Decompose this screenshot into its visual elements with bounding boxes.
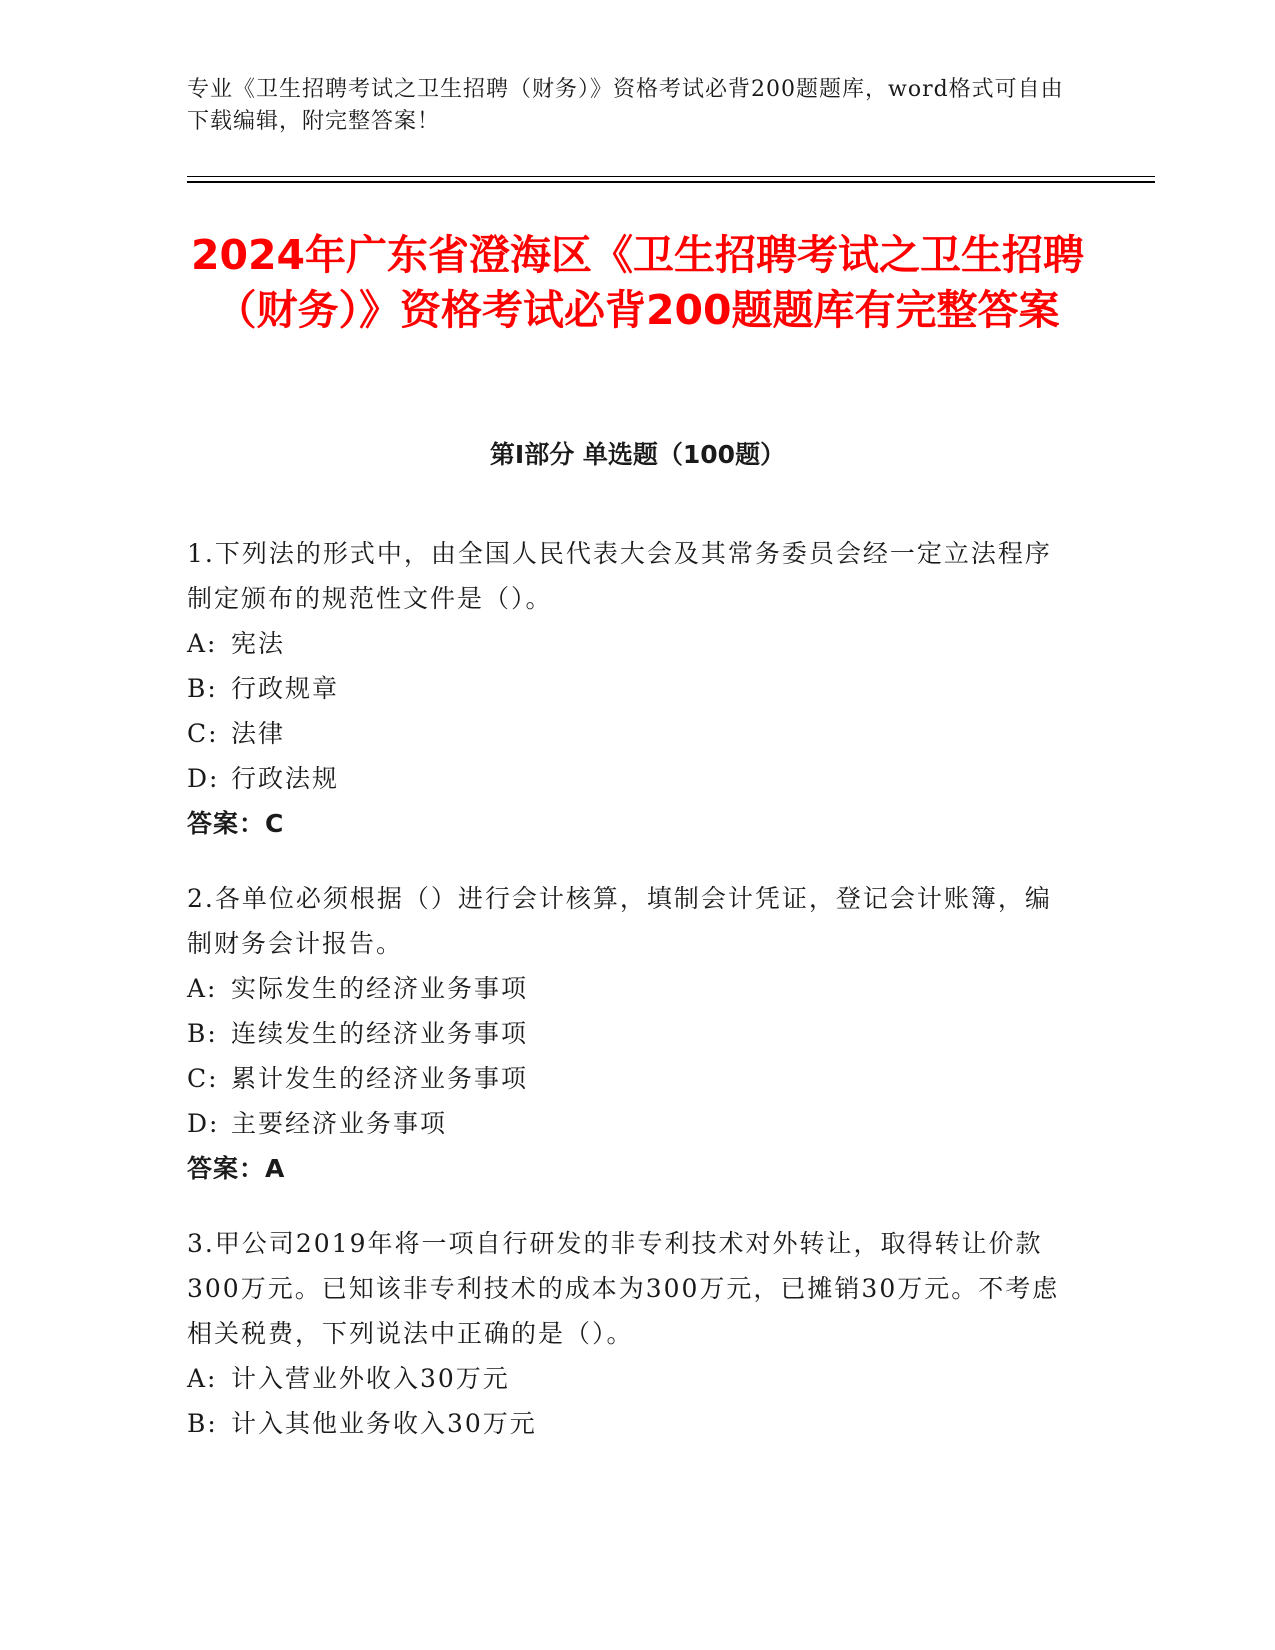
question-stem: 2.各单位必须根据（）进行会计核算，填制会计凭证，登记会计账簿，编制财务会计报告。	[187, 884, 1052, 958]
option-key: B:	[187, 1409, 218, 1438]
option-text: 累计发生的经济业务事项	[231, 1064, 529, 1093]
option-d	[187, 756, 1067, 801]
option-text: 计入其他业务收入30万元	[231, 1409, 537, 1438]
option-b	[187, 1011, 1067, 1056]
option-b	[187, 666, 1067, 711]
option-key: B:	[187, 1019, 218, 1048]
option-key: A:	[187, 1364, 218, 1393]
option-key: B:	[187, 674, 218, 703]
section-title: 第I部分 单选题（100题）	[489, 440, 786, 469]
option-text: 行政法规	[231, 764, 340, 793]
question-1	[187, 531, 1067, 846]
question-2	[187, 876, 1067, 1191]
question-list	[187, 531, 1067, 1476]
option-text: 主要经济业务事项	[231, 1109, 448, 1138]
document-title: 2024年广东省澄海区《卫生招聘考试之卫生招聘（财务）》资格考试必背200题题库有完整答案	[190, 231, 1085, 334]
option-text: 宪法	[231, 629, 286, 658]
answer-line: 答案：A	[187, 1154, 286, 1183]
option-text: 实际发生的经济业务事项	[231, 974, 529, 1003]
option-key: C:	[187, 719, 219, 748]
question-stem: 1.下列法的形式中，由全国人民代表大会及其常务委员会经一定立法程序制定颁布的规范性文件是（）。	[187, 539, 1052, 613]
header-divider-thin	[187, 176, 1155, 177]
option-key: A:	[187, 974, 218, 1003]
question-stem: 3.甲公司2019年将一项自行研发的非专利技术对外转让，取得转让价款300万元。已知该非专利技术的成本为300万元，已摊销30万元。不考虑相关税费，下列说法中正确的是（）。	[187, 1229, 1060, 1348]
option-a	[187, 1356, 1067, 1401]
option-key: D:	[187, 764, 220, 793]
option-key: A:	[187, 629, 218, 658]
header-note: 专业《卫生招聘考试之卫生招聘（财务）》资格考试必背200题题库，word格式可自由下载编辑，附完整答案！	[187, 77, 1064, 134]
option-b	[187, 1401, 1067, 1446]
option-a	[187, 621, 1067, 666]
option-c	[187, 1056, 1067, 1101]
option-a	[187, 966, 1067, 1011]
option-text: 连续发生的经济业务事项	[231, 1019, 529, 1048]
option-text: 行政规章	[231, 674, 340, 703]
header-divider-thick	[187, 181, 1155, 183]
answer-line: 答案：C	[187, 809, 285, 838]
option-c	[187, 711, 1067, 756]
option-key: C:	[187, 1064, 219, 1093]
option-key: D:	[187, 1109, 220, 1138]
option-d	[187, 1101, 1067, 1146]
option-text: 计入营业外收入30万元	[231, 1364, 510, 1393]
question-3	[187, 1221, 1067, 1446]
option-text: 法律	[231, 719, 286, 748]
